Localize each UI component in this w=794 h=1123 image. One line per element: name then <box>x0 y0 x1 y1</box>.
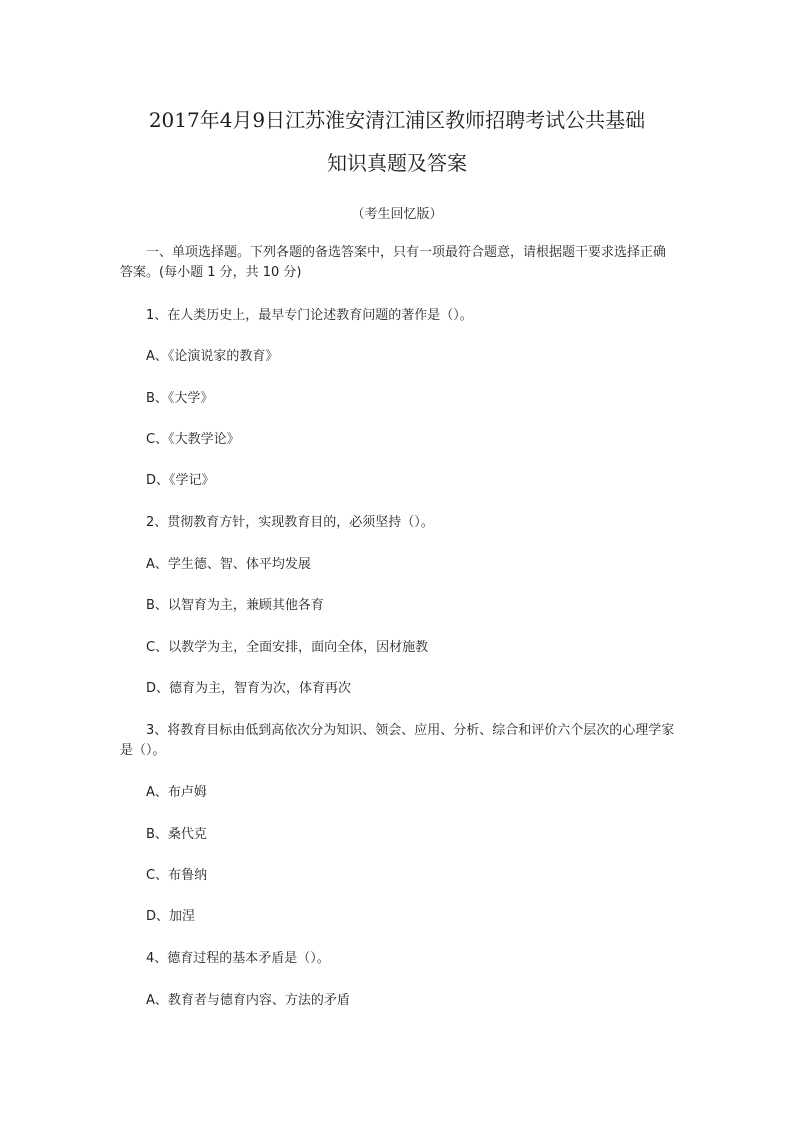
document-title-line-1: 2017年4月9日江苏淮安清江浦区教师招聘考试公共基础 <box>148 108 646 132</box>
question-1-option-a: A、《论演说家的教育》 <box>146 349 279 364</box>
question-4-stem: 4、德育过程的基本矛盾是（）。 <box>146 951 330 966</box>
question-3-stem <box>120 721 676 761</box>
question-2-option-a: A、学生德、智、体平均发展 <box>146 557 311 572</box>
section-intro <box>120 243 676 283</box>
question-2-option-c: C、以教学为主，全面安排，面向全体，因材施教 <box>146 640 429 655</box>
question-1-option-b: B、《大学》 <box>146 391 214 406</box>
question-3-option-c: C、布鲁纳 <box>146 868 208 883</box>
question-2-option-d: D、德育为主，智育为次，体育再次 <box>146 681 352 696</box>
question-1-stem: 1、在人类历史上，最早专门论述教育问题的著作是（）。 <box>146 308 473 323</box>
question-1-option-d: D、《学记》 <box>146 473 215 488</box>
question-3-option-a: A、布卢姆 <box>146 785 207 800</box>
document-subtitle: （考生回忆版） <box>351 207 443 222</box>
section-intro-text: 一、单项选择题。下列各题的备选答案中，只有一项最符合题意，请根据题干要求选择正确答案。(每小题 1 分，共 10 分) <box>120 245 667 280</box>
question-3-stem-text: 3、将教育目标由低到高依次分为知识、领会、应用、分析、综合和评价六个层次的心理学家是（）。 <box>120 723 675 758</box>
question-3-option-d: D、加涅 <box>146 909 196 924</box>
question-4-option-a: A、教育者与德育内容、方法的矛盾 <box>146 993 350 1008</box>
question-3-option-b: B、桑代克 <box>146 827 207 842</box>
question-2-stem: 2、贯彻教育方针，实现教育目的，必须坚持（）。 <box>146 515 434 530</box>
question-2-option-b: B、以智育为主，兼顾其他各育 <box>146 598 324 613</box>
question-1-option-c: C、《大教学论》 <box>146 432 240 447</box>
document-title-line-2: 知识真题及答案 <box>327 151 467 175</box>
